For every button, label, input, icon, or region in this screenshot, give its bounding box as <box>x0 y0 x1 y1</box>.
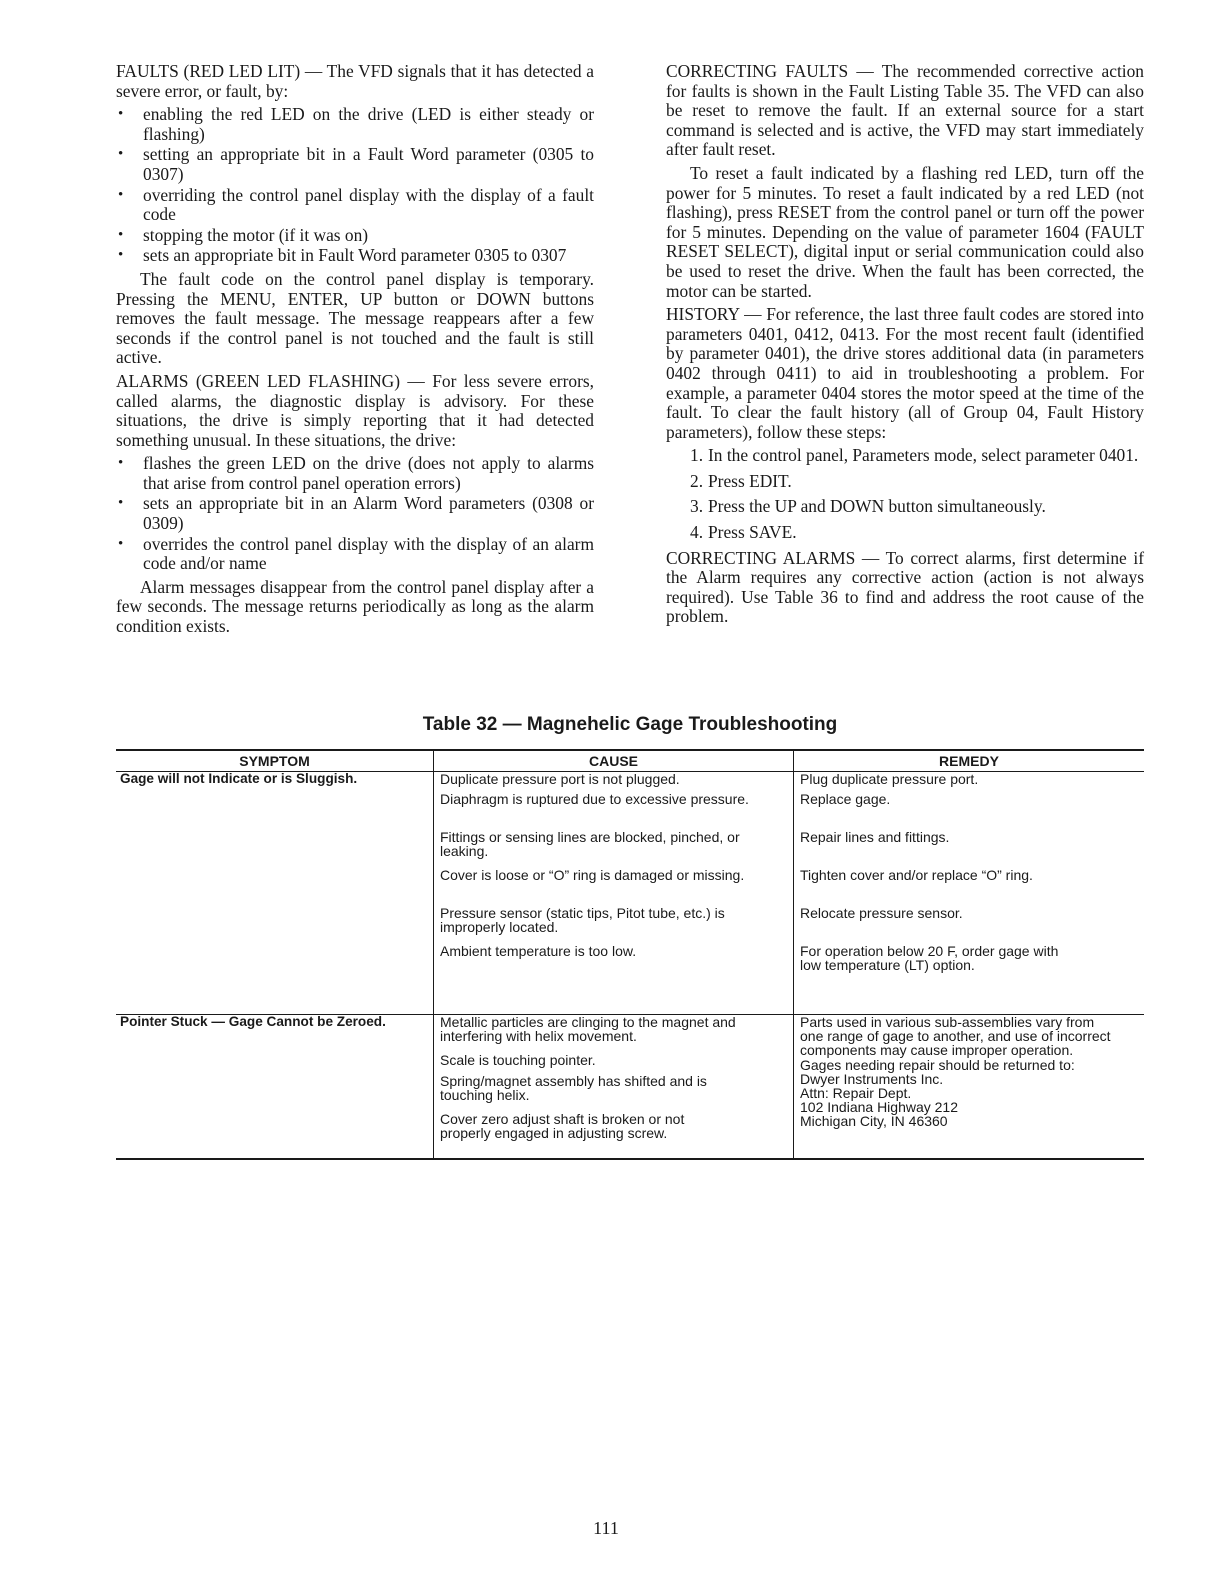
cause-cell <box>434 1015 794 1158</box>
symptom-cell: Gage will not Indicate or is Sluggish. <box>116 772 434 1014</box>
list-item: • setting an appropriate bit in a Fault Word parameter (0305 to 0307) <box>116 145 594 184</box>
remedy-address-line: 102 Indiana Highway 212 <box>800 1099 959 1116</box>
cause-item: Cover is loose or “O” ring is damaged or missing. <box>440 867 745 883</box>
list-item <box>666 497 1144 517</box>
list-item: • enabling the red LED on the drive (LED is either steady or flashing) <box>116 105 594 144</box>
cause-item: Scale is touching pointer. <box>440 1052 596 1068</box>
step-text: Press the UP and DOWN button simultaneously. <box>708 496 1046 517</box>
page-number: 111 <box>593 1518 619 1538</box>
alarms-bullet-list <box>116 454 594 574</box>
list-item: • sets an appropriate bit in Fault Word parameter 0305 to 0307 <box>116 246 594 266</box>
cause-item: Metallic particles are clinging to the magnet and interfering with helix movement. <box>440 1014 736 1045</box>
table-bottom-rule <box>116 1158 1144 1160</box>
step-number: 4. <box>690 522 704 543</box>
list-item: • overriding the control panel display with the display of a fault code <box>116 186 594 225</box>
alarms-note-paragraph: Alarm messages disappear from the control panel display after a few seconds. The message returns periodically as long as the alarm condition exists. <box>116 576 594 637</box>
step-number: 3. <box>690 496 704 517</box>
cause-item: Fittings or sensing lines are blocked, pinched, or leaking. <box>440 829 740 860</box>
table-title: Table 32 — Magnehelic Gage Troubleshooting <box>422 714 838 735</box>
reset-note-paragraph: To reset a fault indicated by a flashing red LED, turn off the power for 5 minutes. To reset a fault indicated by a red LED (not flashing), press RESET from the control panel or turn off the power for 5 minutes. Depending on the value of parameter 1604 (FAULT RESET SELECT), digital input or serial communication could also be used to reset the drive. When the fault has been corrected, the motor can be started. <box>666 162 1144 301</box>
header-remedy: REMEDY <box>939 753 999 769</box>
remedy-item: Plug duplicate pressure port. <box>800 771 979 787</box>
cause-item: Pressure sensor (static tips, Pitot tube, etc.) is improperly located. <box>440 905 725 936</box>
list-item: • flashes the green LED on the drive (does not apply to alarms that arise from control panel operation errors) <box>116 454 594 493</box>
cause-item: Spring/magnet assembly has shifted and is touching helix. <box>440 1073 707 1104</box>
cause-item: Duplicate pressure port is not plugged. <box>440 771 680 787</box>
cause-cell <box>434 772 794 1014</box>
cause-item: Ambient temperature is too low. <box>440 943 637 959</box>
remedy-item: Tighten cover and/or replace “O” ring. <box>800 867 1033 883</box>
remedy-paragraph: Parts used in various sub-assemblies vary from one range of gage to another, and use of incorrect components may cause improper operation. Gages needing repair should be returned to: <box>800 1014 1111 1073</box>
alarms-heading-paragraph: ALARMS (GREEN LED FLASHING) — For less severe errors, called alarms, the diagnostic display is advisory. For these situations, the drive is simply reporting that it had detected something unusual. In these situations, the drive: <box>116 370 594 450</box>
remedy-address-line: Attn: Repair Dept. <box>800 1085 912 1102</box>
list-item <box>666 523 1144 543</box>
remedy-item: Replace gage. <box>800 791 891 807</box>
remedy-item: Relocate pressure sensor. <box>800 905 963 921</box>
faults-heading-paragraph: FAULTS (RED LED LIT) — The VFD signals that it has detected a severe error, or fault, by: <box>116 61 594 101</box>
step-number: 1. <box>690 445 704 466</box>
table-row <box>116 1014 1144 1158</box>
remedy-cell <box>794 1015 1144 1158</box>
step-text: Press EDIT. <box>708 470 792 491</box>
correcting-faults-paragraph: CORRECTING FAULTS — The recommended corrective action for faults is shown in the Fault Listing Table 35. The VFD can also be reset to remove the fault. If an external source for a start command is selected and is active, the VFD may start immediately after fault reset. <box>666 61 1144 160</box>
remedy-item: Repair lines and fittings. <box>800 829 950 845</box>
left-column <box>116 62 594 641</box>
symptom-cell: Pointer Stuck — Gage Cannot be Zeroed. <box>116 1015 434 1158</box>
remedy-item: For operation below 20 F, order gage with low temperature (LT) option. <box>800 943 1059 974</box>
correcting-alarms-paragraph: CORRECTING ALARMS — To correct alarms, first determine if the Alarm requires any corrective action (action is not always required). Use Table 36 to find and address the root cause of the problem. <box>666 547 1144 627</box>
cause-item: Diaphragm is ruptured due to excessive pressure. <box>440 791 749 807</box>
header-symptom: SYMPTOM <box>116 751 434 771</box>
list-item <box>666 446 1144 466</box>
list-item <box>666 472 1144 492</box>
step-number: 2. <box>690 470 704 491</box>
step-text: In the control panel, Parameters mode, select parameter 0401. <box>708 445 1139 466</box>
remedy-address-line: Dwyer Instruments Inc. <box>800 1070 944 1087</box>
faults-note-paragraph: The fault code on the control panel display is temporary. Pressing the MENU, ENTER, UP button or DOWN buttons removes the fault message. The message reappears after a few seconds if the control panel is not touched and the fault is still active. <box>116 268 594 368</box>
table-row <box>116 772 1144 1014</box>
table-header-row <box>116 751 1144 772</box>
list-item: • sets an appropriate bit in an Alarm Word parameters (0308 or 0309) <box>116 494 594 533</box>
header-cause: CAUSE <box>434 751 794 771</box>
faults-bullet-list <box>116 105 594 266</box>
troubleshooting-table <box>116 749 1144 1160</box>
right-column <box>666 62 1144 631</box>
list-item: • overrides the control panel display with the display of an alarm code and/or name <box>116 535 594 574</box>
history-paragraph: HISTORY — For reference, the last three fault codes are stored into parameters 0401, 0412, 0413. For the most recent fault (identified by parameter 0401), the drive stores additional data (in parameters 0402 through 0411) to aid in troubleshooting a problem. For example, a parameter 0404 stores the motor speed at the time of the fault. To clear the fault history (all of Group 04, Fault History parameters), follow these steps: <box>666 304 1144 442</box>
step-text: Press SAVE. <box>708 522 797 543</box>
remedy-cell <box>794 772 1144 1014</box>
remedy-address-line: Michigan City, IN 46360 <box>800 1113 948 1130</box>
list-item: • stopping the motor (if it was on) <box>116 226 594 246</box>
cause-item: Cover zero adjust shaft is broken or not properly engaged in adjusting screw. <box>440 1111 685 1142</box>
history-steps-list <box>666 446 1144 542</box>
